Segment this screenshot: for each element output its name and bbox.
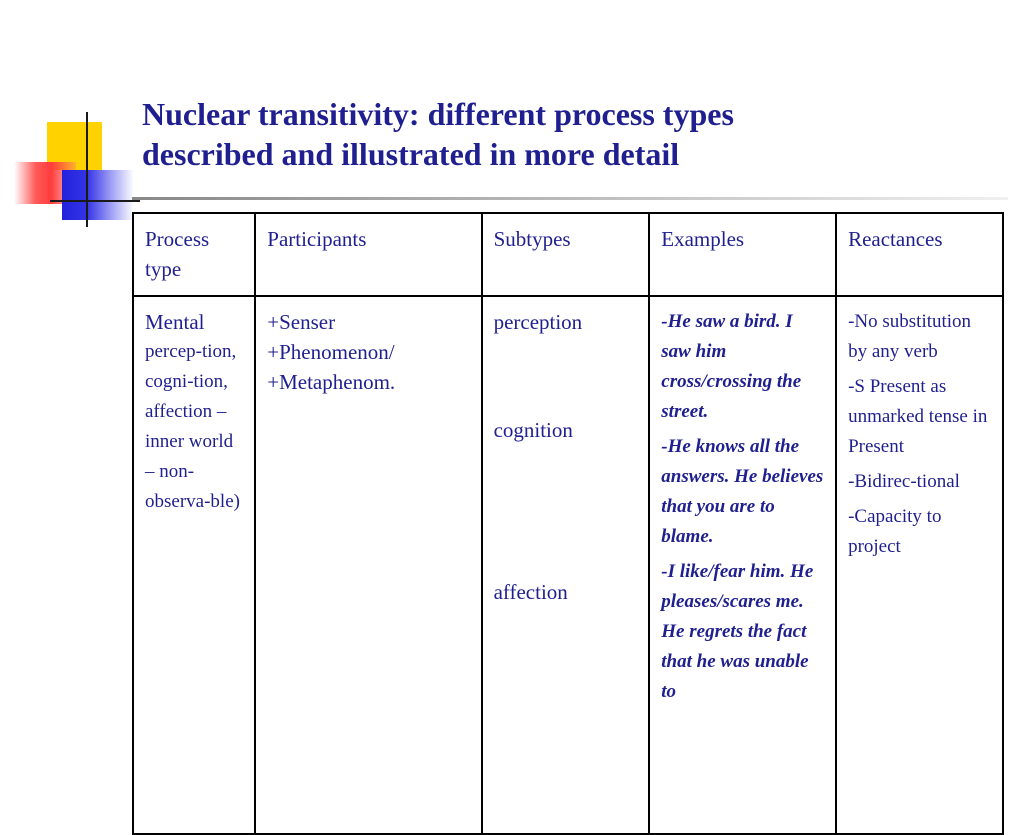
example-cognition: -He knows all the answers. He believes that you are to blame.: [661, 436, 824, 547]
cell-subtypes: [482, 296, 650, 834]
process-type-name: Mental: [145, 310, 205, 334]
decor-vertical-line: [86, 112, 88, 227]
example-affection: -I like/fear him. He pleases/scares me. He regrets the fact that he was unable to: [661, 561, 814, 702]
participant-item: +Phenomenon/: [267, 340, 395, 364]
participant-item: +Senser: [267, 310, 336, 334]
slide-title: [142, 94, 962, 174]
table-header-row: [133, 213, 1003, 296]
header-subtypes: Subtypes: [482, 213, 650, 296]
example-perception: -He saw a bird. I saw him cross/crossing the street.: [661, 311, 802, 422]
subtype-cognition: cognition: [493, 418, 573, 442]
subtype-perception: perception: [493, 310, 583, 334]
cell-reactances: [836, 296, 1003, 834]
participant-item: +Metaphenom.: [267, 370, 396, 394]
reactance-item: -Bidirec-tional: [848, 471, 960, 492]
cell-participants: [255, 296, 481, 834]
cell-process-type: [133, 296, 255, 834]
subtype-affection: affection: [493, 580, 568, 604]
table-row: [133, 296, 1003, 834]
decor-horizontal-line: [50, 200, 140, 202]
title-line-2: described and illustrated in more detail: [142, 136, 680, 172]
cell-examples: [649, 296, 836, 834]
decor-blue-block: [62, 170, 134, 220]
title-underline: [132, 197, 1008, 200]
header-examples: Examples: [649, 213, 836, 296]
header-participants: Participants: [255, 213, 481, 296]
reactance-item: -Capacity to project: [848, 506, 942, 557]
reactance-item: -No substitution by any verb: [848, 311, 972, 362]
header-process-type: Process type: [133, 213, 255, 296]
reactance-item: -S Present as unmarked tense in Present: [848, 376, 988, 457]
process-types-table: [132, 212, 1004, 835]
process-type-description: percep-tion, cogni-tion, affection – inner world – non-observa-ble): [145, 341, 240, 512]
title-line-1: Nuclear transitivity: different process types: [142, 96, 734, 132]
header-reactances: Reactances: [836, 213, 1003, 296]
